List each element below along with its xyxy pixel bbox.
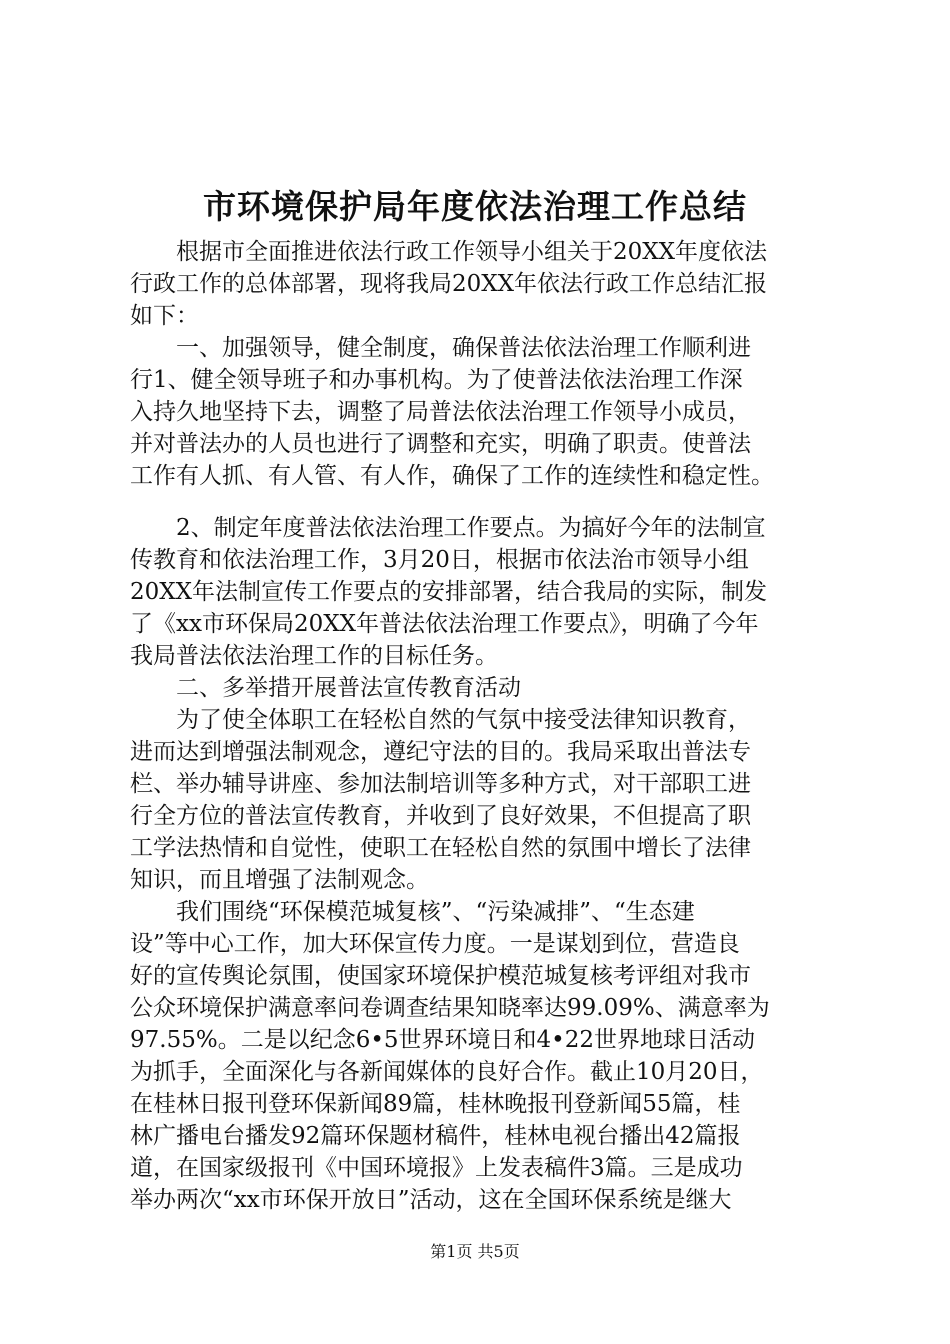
body-line: 2、制定年度普法依法治理工作要点。为搞好今年的法制宣	[130, 515, 766, 541]
section-heading: 二、多举措开展普法宣传教育活动	[130, 675, 521, 701]
body-line: 进而达到增强法制观念，遵纪守法的目的。我局采取出普法专	[130, 739, 751, 765]
body-line: 为抓手，全面深化与各新闻媒体的良好合作。截止10月20日，	[130, 1059, 764, 1085]
body-line: 行1、健全领导班子和办事机构。为了使普法依法治理工作深	[130, 367, 743, 393]
body-line: 行政工作的总体部署，现将我局20XX年依法行政工作总结汇报	[130, 271, 768, 297]
body-line: 知识，而且增强了法制观念。	[130, 867, 429, 893]
body-line: 如下：	[130, 303, 199, 329]
body-line: 为了使全体职工在轻松自然的气氛中接受法律知识教育，	[130, 707, 751, 733]
body-line: 栏、举办辅导讲座、参加法制培训等多种方式，对干部职工进	[130, 771, 751, 797]
body-line: 工学法热情和自觉性，使职工在轻松自然的氛围中增长了法律	[130, 835, 751, 861]
body-line: 我局普法依法治理工作的目标任务。	[130, 643, 498, 669]
body-line: 公众环境保护满意率问卷调查结果知晓率达99.09%、满意率为	[130, 995, 770, 1021]
body-line: 入持久地坚持下去，调整了局普法依法治理工作领导小成员，	[130, 399, 751, 425]
body-line: 道，在国家级报刊《中国环境报》上发表稿件3篇。三是成功	[130, 1155, 743, 1181]
body-line: 一、加强领导，健全制度，确保普法依法治理工作顺利进	[130, 335, 751, 361]
body-line: 20XX年法制宣传工作要点的安排部署，结合我局的实际，制发	[130, 579, 768, 605]
body-line: 了《xx市环保局20XX年普法依法治理工作要点》，明确了今年	[130, 611, 759, 637]
document-title: 市环境保护局年度依法治理工作总结	[203, 187, 747, 226]
body-line: 工作有人抓、有人管、有人作，确保了工作的连续性和稳定性。	[130, 463, 774, 489]
body-line: 在桂林日报刊登环保新闻89篇，桂林晚报刊登新闻55篇，桂	[130, 1091, 741, 1117]
body-line: 设”等中心工作，加大环保宣传力度。一是谋划到位，营造良	[130, 931, 740, 957]
body-line: 林广播电台播发92篇环保题材稿件，桂林电视台播出42篇报	[130, 1123, 741, 1149]
body-line: 我们围绕“环保模范城复核”、“污染减排”、“生态建	[130, 899, 695, 925]
body-line: 97.55%。二是以纪念6•5世界环境日和4•22世界地球日活动	[130, 1027, 755, 1053]
body-line: 好的宣传舆论氛围，使国家环境保护模范城复核考评组对我市	[130, 963, 751, 989]
body-line: 根据市全面推进依法行政工作领导小组关于20XX年度依法	[130, 239, 768, 265]
body-line: 并对普法办的人员也进行了调整和充实，明确了职责。使普法	[130, 431, 751, 457]
body-line: 行全方位的普法宣传教育，并收到了良好效果，不但提高了职	[130, 803, 751, 829]
body-line: 传教育和依法治理工作，3月20日，根据市依法治市领导小组	[130, 547, 749, 573]
body-line: 举办两次“xx市环保开放日”活动，这在全国环保系统是继大	[130, 1187, 732, 1213]
page-number: 第1页 共5页	[430, 1242, 520, 1261]
